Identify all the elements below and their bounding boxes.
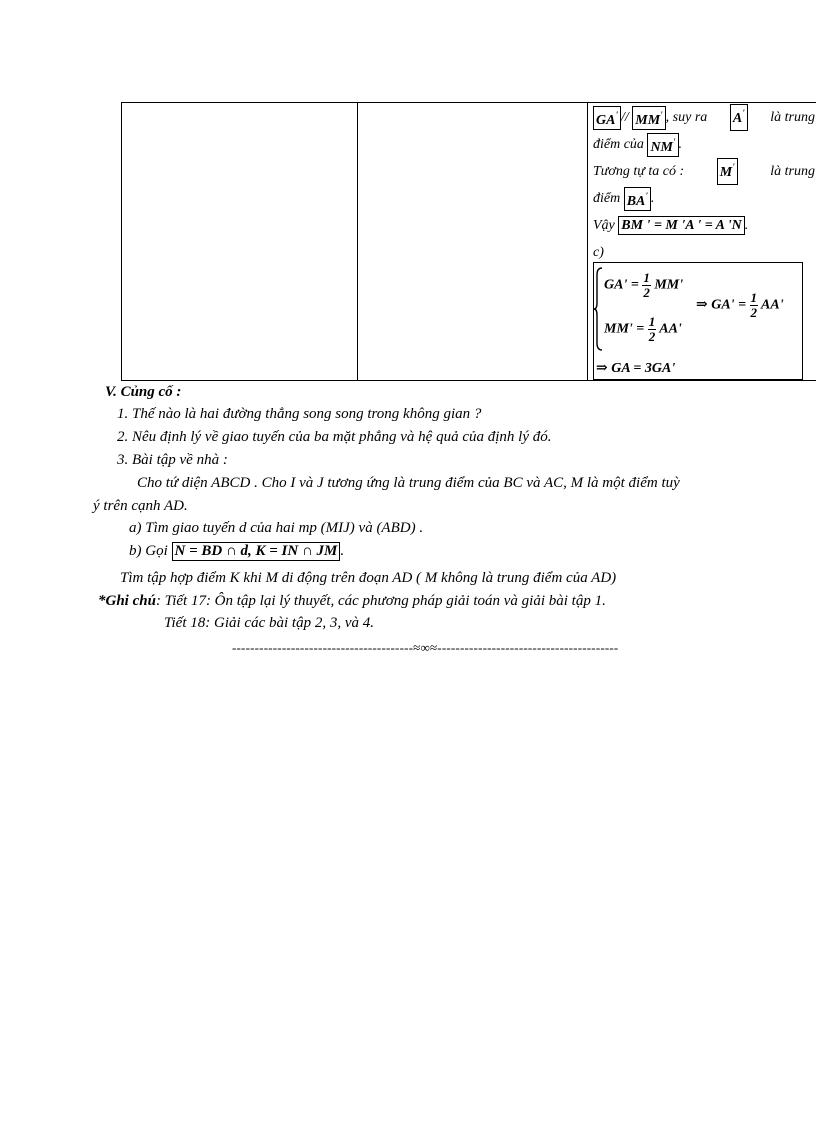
solution-line-4: điểm BA' . bbox=[593, 185, 815, 212]
math-box: MM' bbox=[632, 106, 665, 130]
solution-line-6: c) bbox=[593, 245, 604, 260]
exercise-paragraph-2: ý trên cạnh AD. bbox=[93, 498, 188, 514]
math-box: N = BD ∩ d, K = IN ∩ JM bbox=[172, 542, 341, 561]
math-box: GA' bbox=[593, 106, 621, 130]
equation-row-2: MM' = $\frac{1}{2}$ AA' bbox=[604, 314, 682, 344]
equation-implication: ⇒ GA' = $\frac{1}{2}$ AA' bbox=[696, 290, 784, 320]
note: *Ghi chú: Tiết 17: Ôn tập lại lý thuyết, các phương pháp giải toán và giải bài tập 1. bbox=[98, 593, 606, 609]
separator: ----------------------------------------≈∞≈---------------------------------------- bbox=[232, 640, 619, 655]
math-box: BA' bbox=[624, 187, 651, 211]
left-brace bbox=[594, 267, 604, 351]
solution-line-2: điểm của NM' . bbox=[593, 131, 815, 158]
note-line-2: Tiết 18: Giải các bài tập 2, 3, và 4. bbox=[164, 615, 374, 631]
math-box: BM ' = M 'A ' = A 'N bbox=[618, 216, 744, 235]
math-box: NM' bbox=[647, 133, 678, 157]
exercise-part-a: a) Tìm giao tuyến d của hai mp (MIJ) và (ABD) . bbox=[129, 520, 424, 536]
fraction: $\frac{1}{2}$ bbox=[643, 270, 650, 300]
exercise-find: Tìm tập hợp điểm K khi M di động trên đoạn AD ( M không là trung điểm của AD) bbox=[120, 570, 617, 586]
table-cell-solution bbox=[593, 104, 815, 266]
fraction: $\frac{1}{2}$ bbox=[648, 314, 656, 344]
math-box: A' bbox=[730, 104, 748, 131]
list-item-1: 1. Thế nào là hai đường thẳng song song trong không gian ? bbox=[117, 406, 482, 422]
equation-row-1: GA' = $\frac{1}{2}$ MM' bbox=[604, 270, 684, 300]
exercise-paragraph-1: Cho tứ diện ABCD . Cho I và J tương ứng là trung điểm của BC và AC, M là một điểm tuỳ bbox=[137, 475, 680, 491]
column-divider-1 bbox=[357, 103, 358, 380]
exercise-part-b: b) Gọi N = BD ∩ d, K = IN ∩ JM . bbox=[129, 542, 345, 559]
solution-line-5: Vậy BM ' = M 'A ' = A 'N . bbox=[593, 218, 749, 234]
section-title: V. Củng cố : bbox=[105, 384, 182, 400]
solution-line-3: Tương tự ta có : M' là trung bbox=[593, 158, 815, 185]
equation-system-box bbox=[593, 262, 803, 380]
fraction: $\frac{1}{2}$ bbox=[750, 290, 758, 320]
note-label: *Ghi chú bbox=[98, 593, 156, 609]
column-divider-2 bbox=[587, 103, 588, 380]
math-box: M' bbox=[717, 158, 738, 185]
equation-final: ⇒ GA = 3GA' bbox=[596, 361, 676, 376]
solution-line-1: GA' // MM' , suy ra A' là trung bbox=[593, 104, 815, 131]
list-item-2: 2. Nêu định lý về giao tuyến của ba mặt phẳng và hệ quả của định lý đó. bbox=[117, 429, 552, 445]
list-item-3: 3. Bài tập về nhà : bbox=[117, 452, 228, 468]
